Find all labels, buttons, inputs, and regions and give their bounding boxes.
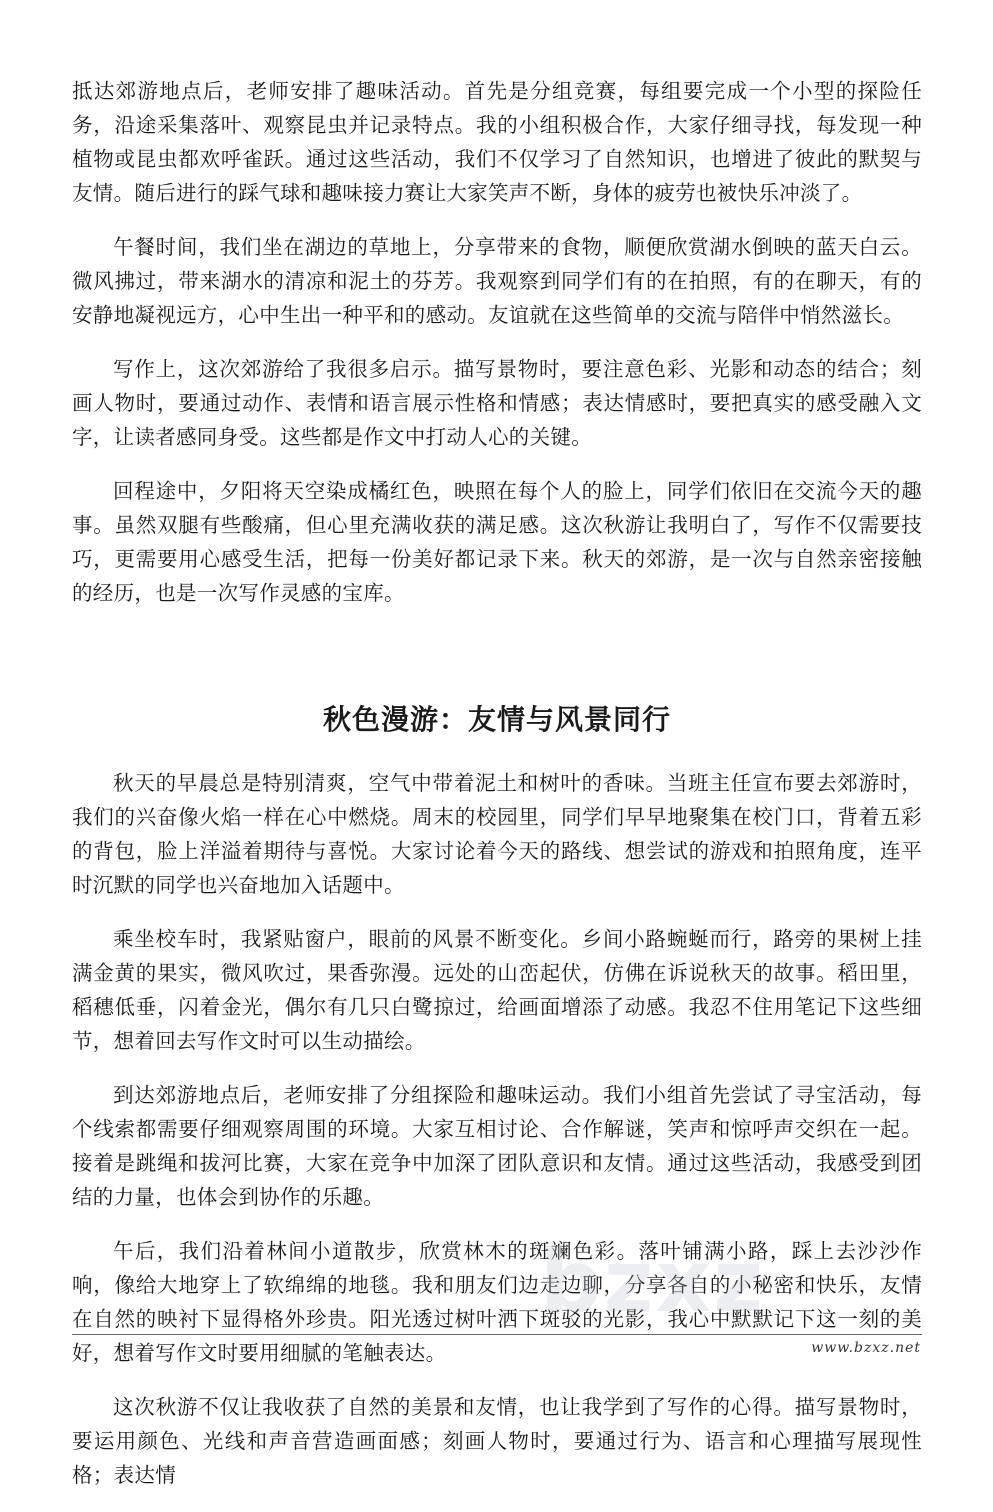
footer-url: www.bzxz.net <box>811 1340 921 1356</box>
paragraph: 抵达郊游地点后，老师安排了趣味活动。首先是分组竞赛，每组要完成一个小型的探险任务，沿途采集落叶、观察昆虫并记录特点。我的小组积极合作，大家仔细寻找，每发现一种植物或昆虫都欢呼雀跃。通过这些活动，我们不仅学习了自然知识，也增进了彼此的默契与友情。随后进行的踩气球和趣味接力赛让大家笑声不断，身体的疲劳也被快乐冲淡了。 <box>72 79 922 205</box>
paragraph: 写作上，这次郊游给了我很多启示。描写景物时，要注意色彩、光影和动态的结合；刻画人物时，要通过动作、表情和语言展示性格和情感；表达情感时，要把真实的感受融入文字，让读者感同身受。这些都是作文中打动人心的关键。 <box>72 357 922 449</box>
section-gap <box>72 630 922 700</box>
paragraph: 这次秋游不仅让我收获了自然的美景和友情，也让我学到了写作的心得。描写景物时，要运用颜色、光线和声音营造画面感；刻画人物时，要通过行为、语言和心理描写展现性格；表达情 <box>72 1395 922 1487</box>
section-title: 秋色漫游：友情与风景同行 <box>322 703 671 736</box>
document-body <box>72 74 922 1512</box>
paragraph: 秋天的早晨总是特别清爽，空气中带着泥土和树叶的香味。当班主任宣布要去郊游时，我们的兴奋像火焰一样在心中燃烧。周末的校园里，同学们早早地聚集在校门口，背着五彩的背包，脸上洋溢着期待与喜悦。大家讨论着今天的路线、想尝试的游戏和拍照角度，连平时沉默的同学也兴奋地加入话题中。 <box>72 771 922 897</box>
paragraph: 乘坐校车时，我紧贴窗户，眼前的风景不断变化。乡间小路蜿蜒而行，路旁的果树上挂满金黄的果实，微风吹过，果香弥漫。远处的山峦起伏，仿佛在诉说秋天的故事。稻田里，稻穗低垂，闪着金光，偶尔有几只白鹭掠过，给画面增添了动感。我忍不住用笔记下这些细节，想着回去写作文时可以生动描绘。 <box>72 927 922 1053</box>
paragraph: 到达郊游地点后，老师安排了分组探险和趣味运动。我们小组首先尝试了寻宝活动，每个线索都需要仔细观察周围的环境。大家互相讨论、合作解谜，笑声和惊呼声交织在一起。接着是跳绳和拔河比赛，大家在竞争中加深了团队意识和友情。通过这些活动，我感受到团结的力量，也体会到协作的乐趣。 <box>72 1083 922 1209</box>
watermark-logo: bzxz <box>540 1232 766 1332</box>
footer-divider <box>72 1334 922 1335</box>
paragraph: 回程途中，夕阳将天空染成橘红色，映照在每个人的脸上，同学们依旧在交流今天的趣事。虽然双腿有些酸痛，但心里充满收获的满足感。这次秋游让我明白了，写作不仅需要技巧，更需要用心感受生活，把每一份美好都记录下来。秋天的郊游，是一次与自然亲密接触的经历，也是一次写作灵感的宝库。 <box>72 479 922 605</box>
paragraph: 午餐时间，我们坐在湖边的草地上，分享带来的食物，顺便欣赏湖水倒映的蓝天白云。微风拂过，带来湖水的清凉和泥土的芬芳。我观察到同学们有的在拍照，有的在聊天，有的安静地凝视远方，心中生出一种平和的感动。友谊就在这些简单的交流与陪伴中悄然滋长。 <box>72 235 922 327</box>
paragraph: 午后，我们沿着林间小道散步，欣赏林木的斑斓色彩。落叶铺满小路，踩上去沙沙作响，像给大地穿上了软绵绵的地毯。我和朋友们边走边聊，分享各自的小秘密和快乐，友情在自然的映衬下显得格外珍贵。阳光透过树叶洒下斑驳的光影，我心中默默记下这一刻的美好，想着写作文时要用细腻的笔触表达。 <box>72 1239 922 1365</box>
